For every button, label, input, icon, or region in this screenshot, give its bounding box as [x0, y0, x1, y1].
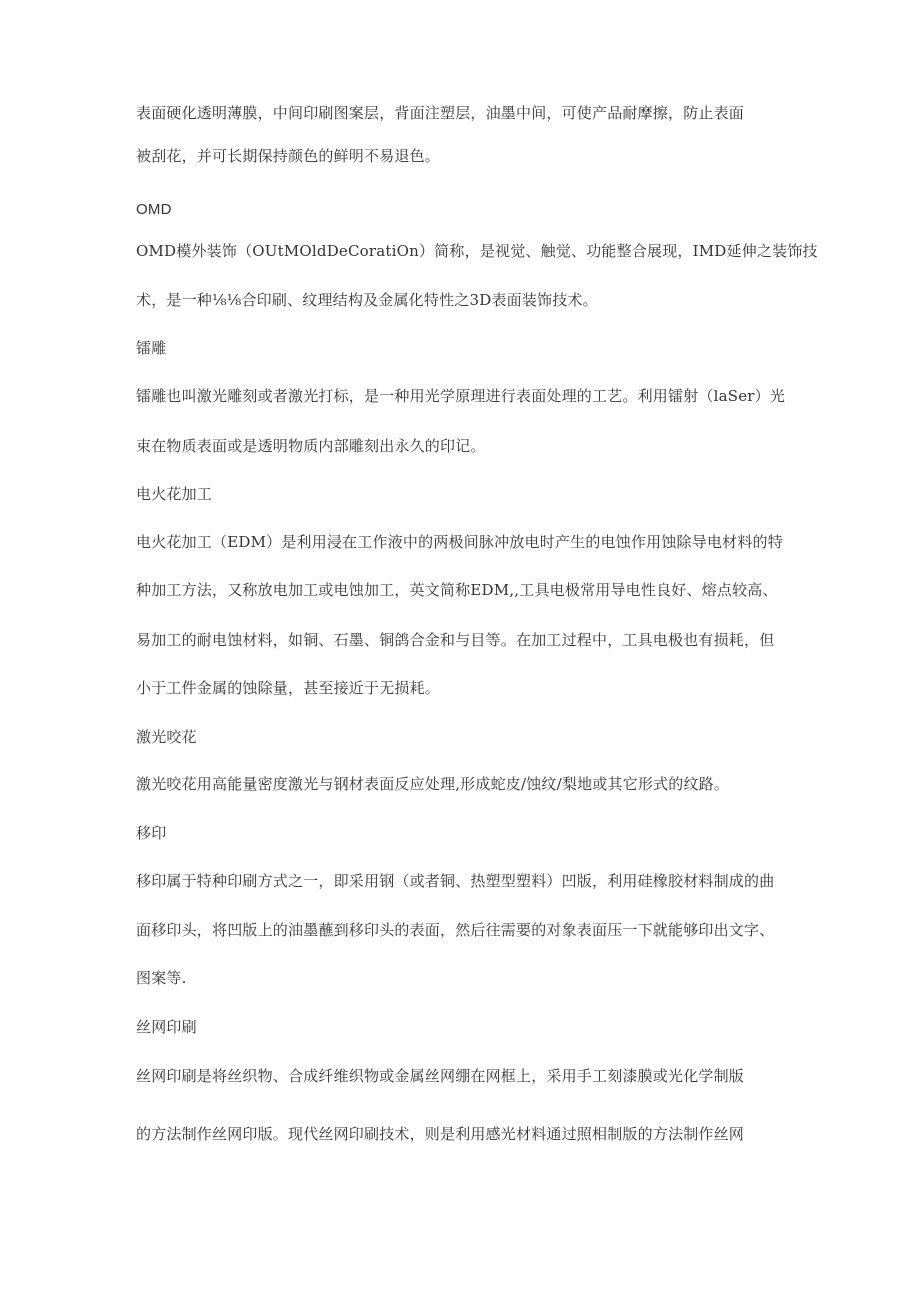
paragraph-line: 表面硬化透明薄膜，中间印刷图案层，背面注塑层，油墨中间，可使产品耐摩擦，防止表面 [136, 104, 745, 122]
section-heading-edm: 电火花加工 [136, 485, 213, 503]
section-heading-screen-printing: 丝网印刷 [136, 1018, 197, 1036]
paragraph-line: 束在物质表面或是透明物质内部雕刻出永久的印记。 [136, 437, 486, 455]
paragraph-line: 电火花加工（EDM）是利用浸在工作液中的两极间脉冲放电时产生的电蚀作用蚀除导电材料的特 [136, 533, 783, 551]
section-heading-laser-texturing: 激光咬花 [136, 728, 197, 746]
paragraph-line: 移印属于特种印刷方式之一，即采用钢（或者铜、热塑型塑料）凹版，利用硅橡胶材料制成的曲 [136, 872, 775, 890]
paragraph-line: 丝网印刷是将丝织物、合成纤维织物或金属丝网绷在网框上，采用手工刻漆膜或光化学制版 [136, 1067, 745, 1085]
paragraph-line: 激光咬花用高能量密度激光与钢材表面反应处理,形成蛇皮/蚀纹/梨地或其它形式的纹路。 [136, 775, 730, 793]
section-heading-omd: OMD [136, 201, 172, 218]
paragraph-line: 小于工件金属的蚀除量，甚至接近于无损耗。 [136, 679, 441, 697]
paragraph-line: 易加工的耐电蚀材料，如铜、石墨、铜鸽合金和与目等。在加工过程中，工具电极也有损耗，但 [136, 631, 775, 649]
paragraph-line: 图案等. [136, 969, 187, 987]
paragraph-line: 种加工方法，又称放电加工或电蚀加工，英文简称EDM,,工具电极常用导电性良好、熔点较高、 [136, 581, 778, 599]
paragraph-line: 镭雕也叫激光雕刻或者激光打标，是一种用光学原理进行表面处理的工艺。利用镭射（laSer）光 [136, 387, 786, 405]
paragraph-line: 面移印头，将凹版上的油墨蘸到移印头的表面，然后往需要的对象表面压一下就能够印出文字、 [136, 921, 775, 939]
paragraph-line: 术，是一种⅛⅛合印刷、纹理结构及金属化特性之3D表面装饰技术。 [136, 291, 598, 309]
section-heading-pad-printing: 移印 [136, 824, 167, 842]
paragraph-line: 的方法制作丝网印版。现代丝网印刷技术，则是利用感光材料通过照相制版的方法制作丝网 [136, 1125, 745, 1143]
section-heading-laser-engraving: 镭雕 [136, 339, 167, 357]
paragraph-line: OMD模外装饰（OUtMOldDeCoratiOn）简称，是视觉、触觉、功能整合展现，IMD延伸之装饰技 [136, 242, 818, 260]
paragraph-line: 被刮花，并可长期保持颜色的鲜明不易退色。 [136, 147, 441, 165]
